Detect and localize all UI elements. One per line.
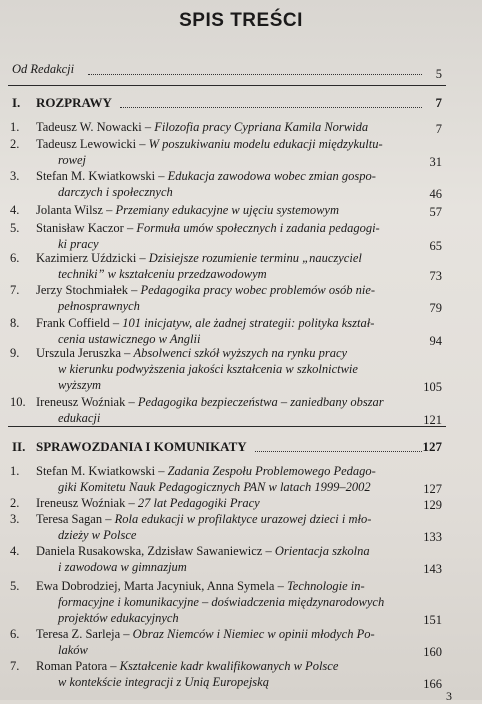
entry-page: 65 (429, 239, 442, 253)
entry-text (36, 345, 406, 393)
entry-text (36, 511, 406, 543)
entry-text (36, 202, 406, 218)
entry-author: Jolanta Wilsz – (36, 203, 116, 217)
entry-title: Dzisiejsze rozumienie terminu „nauczyciel (148, 251, 362, 265)
entry-title-continued: w kierunku podwyższenia jakości kształcenia w szkolnictwie (58, 362, 358, 376)
entry-page: 160 (423, 645, 442, 659)
entry-page: 79 (429, 301, 442, 315)
entry-page: 166 (423, 677, 442, 691)
entry-number: 3. (10, 169, 20, 183)
entry-text (36, 626, 406, 658)
entry-title-continued: rowej (58, 153, 87, 167)
entry-number: 5. (10, 579, 20, 593)
entry-page: 46 (429, 187, 442, 201)
entry-title-continued: techniki” w kształceniu przedzawodowym (58, 267, 267, 281)
entry-number: 4. (10, 544, 20, 558)
entry-page: 73 (429, 269, 442, 283)
entry-author: Tadeusz Lewowicki – (36, 137, 149, 151)
entry-title-continued: formacyjne i komunikacyjne – doświadczenia międzynarodowych (58, 595, 385, 609)
entry-text (36, 168, 406, 200)
entry-page: 7 (435, 122, 442, 136)
section-label: SPRAWOZDANIA I KOMUNIKATY (36, 439, 247, 454)
entry-author: Daniela Rusakowska, Zdzisław Sawaniewicz – (36, 544, 275, 558)
entry-title: Edukacja zawodowa wobec zmian gospo- (167, 169, 376, 183)
section-page: 7 (435, 95, 442, 110)
entry-title: 101 inicjatyw, ale żadnej strategii: polityka kształ- (122, 316, 375, 330)
entry-page: 127 (423, 482, 442, 496)
entry-title-continued: ki pracy (58, 237, 99, 251)
entry-author: Frank Coffield – (36, 316, 123, 330)
entry-number: 1. (10, 120, 20, 134)
entry-author: Tadeusz W. Nowacki – (36, 120, 155, 134)
entry-number: 2. (10, 496, 20, 510)
divider (8, 85, 446, 86)
entry-title-continued: i zawodowa w gimnazjum (58, 560, 187, 574)
entry-title-continued: laków (58, 643, 88, 657)
entry-page: 129 (423, 498, 442, 512)
entry-number: 7. (10, 659, 20, 673)
entry-number: 3. (10, 512, 20, 526)
entry-title: Zadania Zespołu Problemowego Pedago- (167, 464, 376, 478)
entry-author: Stefan M. Kwiatkowski – (36, 169, 168, 183)
entry-title: Technologie in- (286, 579, 365, 593)
section-number: I. (12, 95, 21, 110)
entry-number: 4. (10, 203, 20, 217)
entry-title-continued: w kontekście integracji z Unią Europejską (58, 675, 269, 689)
entry-text (36, 220, 406, 252)
entry-title: Filozofia pracy Cypriana Kamila Norwida (154, 120, 369, 134)
entry-text (36, 315, 406, 347)
entry-number: 6. (10, 251, 20, 265)
entry-page: 151 (423, 613, 442, 627)
entry-title-continued: edukacji (58, 411, 101, 425)
entry-text (36, 119, 406, 135)
entry-text (36, 250, 406, 282)
section-number: II. (12, 439, 26, 454)
entry-number: 6. (10, 627, 20, 641)
divider (8, 426, 446, 427)
entry-page: 105 (423, 380, 442, 394)
entry-number: 10. (10, 395, 26, 409)
entry-title: Formuła umów społecznych i zadania pedagogi- (136, 221, 380, 235)
intro-label: Od Redakcji (12, 62, 75, 76)
entry-number: 9. (10, 346, 20, 360)
entry-page: 57 (429, 205, 442, 219)
entry-title-continued: giki Komitetu Nauk Pedagogicznych PAN w latach 1999–2002 (58, 480, 371, 494)
entry-title: W poszukiwaniu modelu edukacji międzykultu- (148, 137, 383, 151)
entry-author: Stefan M. Kwiatkowski – (36, 464, 168, 478)
entry-author: Jerzy Stochmiałek – (36, 283, 141, 297)
entry-number: 7. (10, 283, 20, 297)
entry-title: Przemiany edukacyjne w ujęciu systemowym (115, 203, 340, 217)
entry-author: Ireneusz Woźniak – (36, 395, 138, 409)
entry-text (36, 578, 406, 626)
entry-text (36, 463, 406, 495)
entry-title-continued: cenia ustawicznego w Anglii (58, 332, 201, 346)
entry-title: Pedagogika pracy wobec problemów osób nie- (140, 283, 376, 297)
entry-title-continued: projektów edukacyjnych (58, 611, 179, 625)
entry-page: 31 (429, 155, 442, 169)
entry-number: 2. (10, 137, 20, 151)
entry-text (36, 495, 406, 511)
entry-title-continued: dzieży w Polsce (58, 528, 137, 542)
entry-title-continued: wyższym (58, 378, 102, 392)
entry-title: Absolwenci szkół wyższych na rynku pracy (133, 346, 348, 360)
page-title: SPIS TREŚCI (179, 10, 303, 31)
entry-number: 1. (10, 464, 20, 478)
entry-text (36, 136, 406, 168)
entry-page: 94 (429, 334, 442, 348)
entry-page: 133 (423, 530, 442, 544)
entry-text (36, 658, 406, 690)
entry-text (36, 543, 406, 575)
entry-author: Roman Patora – (36, 659, 120, 673)
page-folio: 3 (446, 689, 452, 703)
entry-author: Urszula Jeruszka – (36, 346, 134, 360)
entry-text (36, 394, 406, 426)
entry-title: Rola edukacji w profilaktyce urazowej dzieci i mło- (114, 512, 372, 526)
entry-page: 121 (423, 413, 442, 427)
entry-author: Teresa Sagan – (36, 512, 115, 526)
section-page: 127 (422, 439, 442, 454)
entry-title-continued: darczych i społecznych (58, 185, 173, 199)
entry-number: 8. (10, 316, 20, 330)
entry-author: Kazimierz Uździcki – (36, 251, 149, 265)
entry-title-continued: pełnosprawnych (58, 299, 140, 313)
entry-text (36, 282, 406, 314)
entry-page: 143 (423, 562, 442, 576)
entry-title: Kształcenie kadr kwalifikowanych w Polsce (119, 659, 339, 673)
entry-author: Ireneusz Woźniak – (36, 496, 138, 510)
entry-title: Pedagogika bezpieczeństwa – zaniedbany obszar (137, 395, 384, 409)
entry-title: Obraz Niemców i Niemiec w opinii młodych Po- (132, 627, 375, 641)
entry-author: Ewa Dobrodziej, Marta Jacyniuk, Anna Symela – (36, 579, 287, 593)
intro-page: 5 (435, 67, 442, 81)
intro-leader (88, 74, 422, 75)
section-label: ROZPRAWY (36, 95, 112, 110)
entry-author: Stanisław Kaczor – (36, 221, 137, 235)
entry-author: Teresa Z. Sarleja – (36, 627, 133, 641)
entry-number: 5. (10, 221, 20, 235)
entry-title: 27 lat Pedagogiki Pracy (137, 496, 260, 510)
entry-title: Orientacja szkolna (274, 544, 370, 558)
